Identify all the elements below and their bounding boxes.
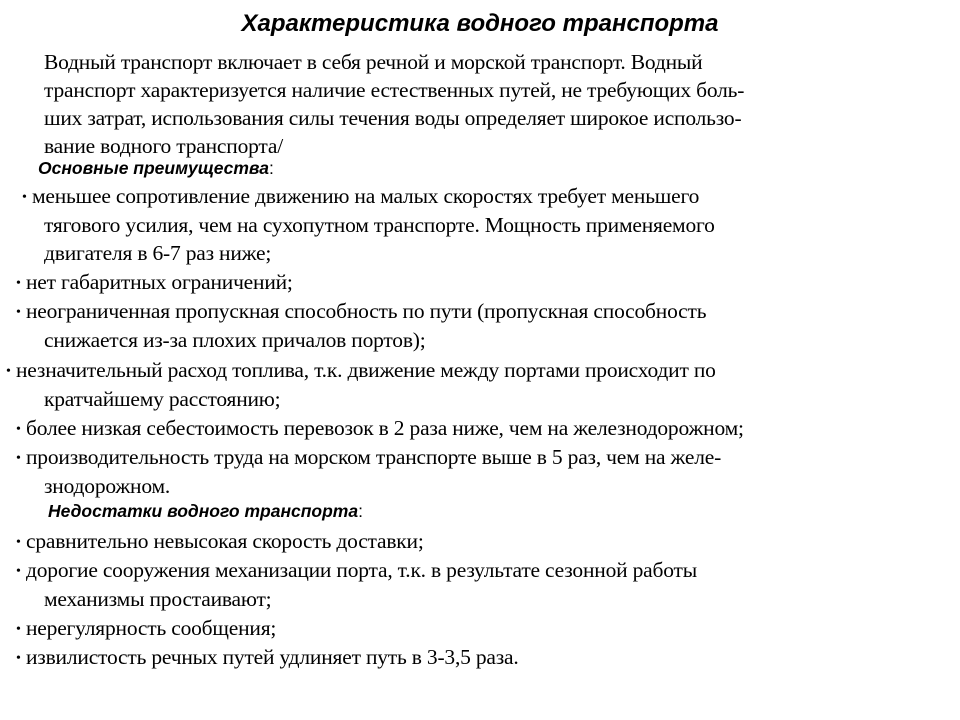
bullet-icon: • <box>16 622 21 637</box>
bullet-icon: • <box>22 190 27 205</box>
intro-line: Водный транспорт включает в себя речной и морской транспорт. Водный <box>44 50 703 74</box>
advantage-cont: тягового усилия, чем на сухопутном транспорте. Мощность применяемого <box>44 213 715 237</box>
heading-text: Основные преимущества <box>38 158 270 178</box>
bullet-icon: • <box>16 305 21 320</box>
bullet-icon: • <box>16 451 21 466</box>
item-text: более низкая себестоимость перевозок в 2 раза ниже, чем на железнодорожном; <box>26 416 744 440</box>
item-text: незначительный расход топлива, т.к. движение между портами происходит по <box>16 358 716 382</box>
advantage-cont: кратчайшему расстоянию; <box>44 387 281 411</box>
bullet-icon: • <box>16 564 21 579</box>
advantage-item <box>16 298 706 326</box>
heading-colon: : <box>269 158 274 178</box>
intro-line: ших затрат, использования силы течения воды определяет широкое использо- <box>44 106 742 130</box>
disadvantage-item <box>16 557 697 585</box>
heading-colon: : <box>358 501 363 521</box>
disadvantage-item <box>16 644 519 672</box>
advantage-cont: знодорожном. <box>44 474 171 498</box>
bullet-icon: • <box>16 422 21 437</box>
bullet-icon: • <box>16 276 21 291</box>
disadvantage-item <box>16 528 424 556</box>
item-text: нет габаритных ограничений; <box>26 270 293 294</box>
item-text: сравнительно невысокая скорость доставки; <box>26 529 424 553</box>
advantage-item <box>16 444 721 472</box>
advantage-cont: снижается из-за плохих причалов портов); <box>44 328 426 352</box>
disadvantages-heading <box>48 499 363 523</box>
item-text: неограниченная пропускная способность по пути (пропускная способность <box>26 299 707 323</box>
bullet-icon: • <box>6 364 11 379</box>
slide-title: Характеристика водного транспорта <box>241 10 719 37</box>
item-text: производительность труда на морском транспорте выше в 5 раз, чем на желе- <box>26 445 722 469</box>
disadvantage-item <box>16 615 276 643</box>
advantage-item <box>16 269 293 297</box>
disadvantage-cont: механизмы простаивают; <box>44 587 272 611</box>
heading-text: Недостатки водного транспорта <box>48 501 359 521</box>
intro-line: вание водного транспорта/ <box>44 134 283 158</box>
advantage-item <box>22 183 699 211</box>
advantage-item <box>6 357 716 385</box>
item-text: извилистость речных путей удлиняет путь в 3-3,5 раза. <box>26 645 519 669</box>
item-text: меньшее сопротивление движению на малых скоростях требует меньшего <box>32 184 700 208</box>
advantage-item <box>16 415 744 443</box>
bullet-icon: • <box>16 535 21 550</box>
advantage-cont: двигателя в 6-7 раз ниже; <box>44 241 272 265</box>
item-text: дорогие сооружения механизации порта, т.к. в результате сезонной работы <box>26 558 697 582</box>
intro-line: транспорт характеризуется наличие естественных путей, не требующих боль- <box>44 78 745 102</box>
advantages-heading <box>38 156 274 180</box>
item-text: нерегулярность сообщения; <box>26 616 277 640</box>
bullet-icon: • <box>16 651 21 666</box>
